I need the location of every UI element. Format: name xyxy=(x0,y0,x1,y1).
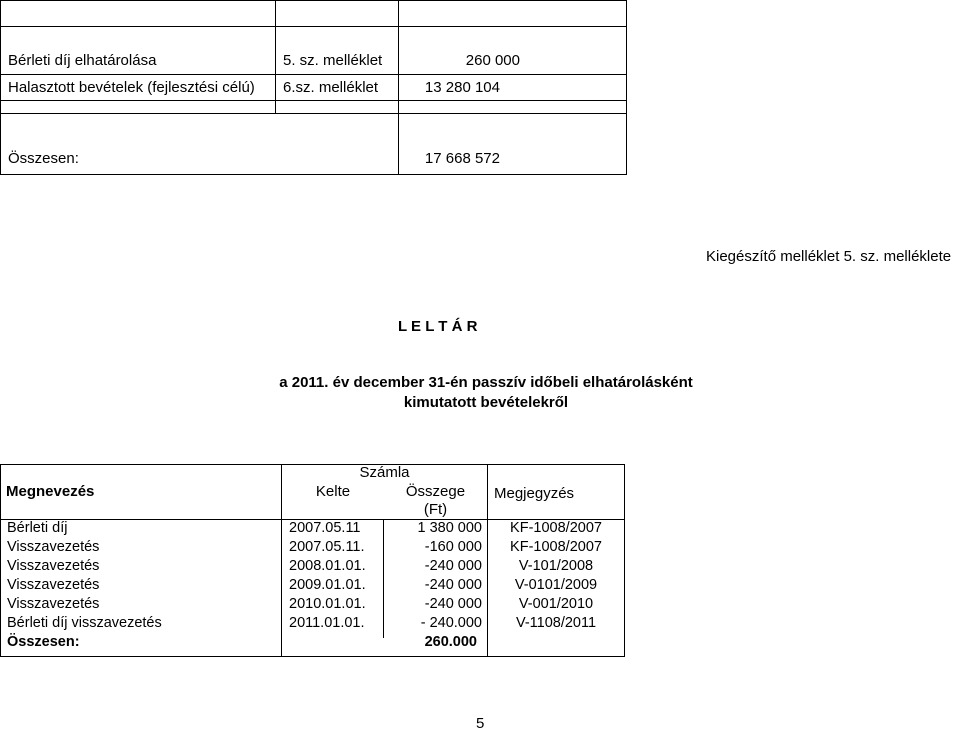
header-amount-unit: (Ft) xyxy=(423,501,448,518)
row-date: 2011.01.01. xyxy=(289,615,365,631)
top-table-border xyxy=(0,74,627,75)
row-amount: -240 000 xyxy=(424,577,482,593)
inventory-total-amount: 260.000 xyxy=(424,634,477,650)
row-amount: 1 380 000 xyxy=(417,520,482,536)
header-note: Megjegyzés xyxy=(494,485,575,502)
header-group: Számla xyxy=(359,464,410,481)
inventory-total-label: Összesen: xyxy=(7,634,80,650)
top-row-ref: 5. sz. melléklet xyxy=(283,52,383,69)
subtitle-line-2: kimutatott bevételekről xyxy=(403,394,569,411)
row-name: Visszavezetés xyxy=(7,558,100,574)
row-name: Bérleti díj visszavezetés xyxy=(7,615,162,631)
header-date: Kelte xyxy=(315,483,351,500)
row-date: 2007.05.11 xyxy=(289,520,361,536)
page-number: 5 xyxy=(476,715,485,732)
top-row-amount: 13 280 104 xyxy=(424,79,500,96)
row-date: 2010.01.01. xyxy=(289,596,366,612)
header-name: Megnevezés xyxy=(6,483,95,500)
row-amount: -240 000 xyxy=(424,596,482,612)
row-date: 2007.05.11. xyxy=(289,539,365,555)
top-table-border xyxy=(0,0,1,175)
subtitle-line-1: a 2011. év december 31-én passzív időbeli elhatárolásként xyxy=(279,374,693,391)
top-row-amount: 260 000 xyxy=(465,52,520,69)
header-amount: Összege xyxy=(405,483,466,500)
row-note: V-101/2008 xyxy=(518,558,594,574)
top-table-border xyxy=(0,26,627,27)
page-subtitle xyxy=(236,373,736,413)
inventory-table-border xyxy=(0,464,1,657)
row-note: V-001/2010 xyxy=(518,596,594,612)
row-amount: -240 000 xyxy=(424,558,482,574)
row-name: Visszavezetés xyxy=(7,577,100,593)
inventory-table-border xyxy=(624,464,625,657)
row-note: V-0101/2009 xyxy=(514,577,598,593)
row-note: V-1108/2011 xyxy=(515,615,597,631)
top-table-border xyxy=(0,113,627,114)
top-table-border xyxy=(0,100,627,101)
row-name: Visszavezetés xyxy=(7,539,100,555)
top-row-name: Bérleti díj elhatárolása xyxy=(8,52,157,69)
row-amount: -160 000 xyxy=(424,539,482,555)
top-row-ref: 6.sz. melléklet xyxy=(283,79,379,96)
top-table-border xyxy=(626,0,627,175)
row-note: KF-1008/2007 xyxy=(510,539,602,555)
row-name: Visszavezetés xyxy=(7,596,100,612)
supplement-label: Kiegészítő melléklet 5. sz. melléklete xyxy=(706,248,952,265)
leltar-title: L E L T Á R xyxy=(398,318,478,335)
top-table-border xyxy=(398,0,399,175)
row-date: 2009.01.01. xyxy=(289,577,366,593)
top-total-amount: 17 668 572 xyxy=(424,150,500,167)
top-total-label: Összesen: xyxy=(8,150,79,167)
top-table-border xyxy=(0,0,627,1)
row-name: Bérleti díj xyxy=(7,520,68,536)
inventory-table-border xyxy=(0,656,625,657)
top-table-border xyxy=(275,0,276,114)
top-row-name: Halasztott bevételek (fejlesztési célú) xyxy=(8,79,255,96)
row-date: 2008.01.01. xyxy=(289,558,366,574)
top-table-border xyxy=(0,174,627,175)
row-amount: - 240.000 xyxy=(420,615,482,631)
row-note: KF-1008/2007 xyxy=(510,520,602,536)
